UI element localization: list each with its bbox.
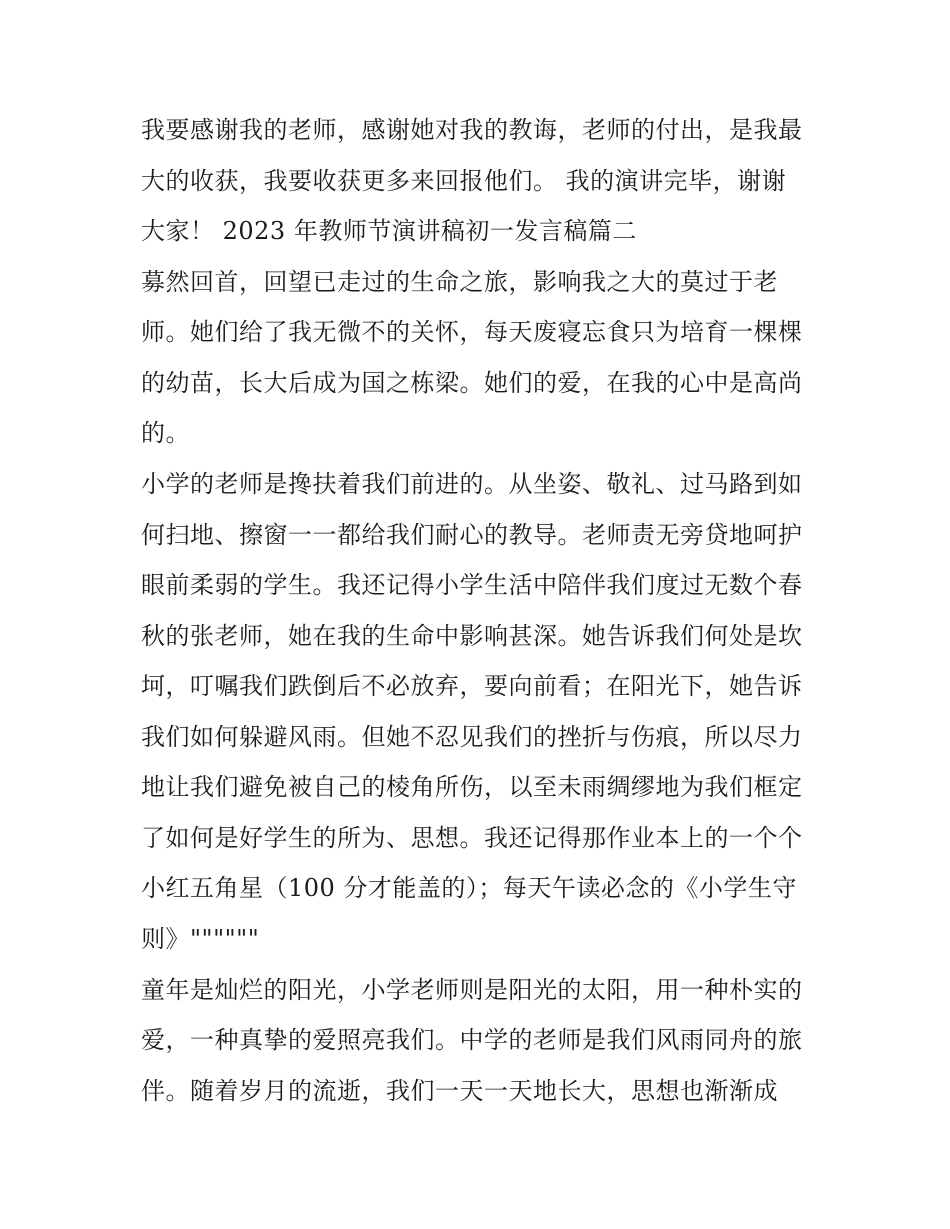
text-line: 大家！ 2023 年教师节演讲稿初一发言稿篇二 [141, 217, 637, 245]
text-line: 地让我们避免被自己的棱角所伤，以至未雨绸缪地为我们框定 [141, 773, 803, 801]
text-line: 了如何是好学生的所为、思想。我还记得那作业本上的一个个 [141, 824, 803, 852]
text-line: 的。 [141, 419, 190, 447]
text-line: 何扫地、擦窗一一都给我们耐心的教导。老师责无旁贷地呵护 [141, 521, 803, 549]
text-line: 的幼苗，长大后成为国之栋梁。她们的爱，在我的心中是高尚 [141, 369, 803, 397]
text-line: 坷，叮嘱我们跌倒后不必放弃，要向前看；在阳光下，她告诉 [141, 672, 803, 700]
text-line: 爱，一种真挚的爱照亮我们。中学的老师是我们风雨同舟的旅 [141, 1026, 803, 1054]
text-line: 师。她们给了我无微不的关怀，每天废寝忘食只为培育一棵棵 [141, 318, 803, 346]
text-line: 则》"""""" [141, 925, 260, 953]
text-line: 我们如何躲避风雨。但她不忍见我们的挫折与伤痕，所以尽力 [141, 723, 803, 751]
text-line: 小红五角星（100 分才能盖的）；每天午读必念的《小学生守 [141, 874, 797, 902]
text-line: 我要感谢我的老师，感谢她对我的教诲，老师的付出，是我最 [141, 116, 803, 144]
text-line: 大的收获，我要收获更多来回报他们。 我的演讲完毕，谢谢 [141, 167, 787, 195]
text-line: 童年是灿烂的阳光，小学老师则是阳光的太阳，用一种朴实的 [141, 976, 803, 1004]
text-line: 募然回首，回望已走过的生命之旅，影响我之大的莫过于老 [141, 268, 778, 296]
text-line: 眼前柔弱的学生。我还记得小学生活中陪伴我们度过无数个春 [141, 571, 803, 599]
text-line: 秋的张老师，她在我的生命中影响甚深。她告诉我们何处是坎 [141, 622, 803, 650]
text-line: 伴。随着岁月的流逝，我们一天一天地长大，思想也渐渐成 [141, 1077, 778, 1105]
text-line: 小学的老师是搀扶着我们前进的。从坐姿、敬礼、过马路到如 [141, 470, 803, 498]
